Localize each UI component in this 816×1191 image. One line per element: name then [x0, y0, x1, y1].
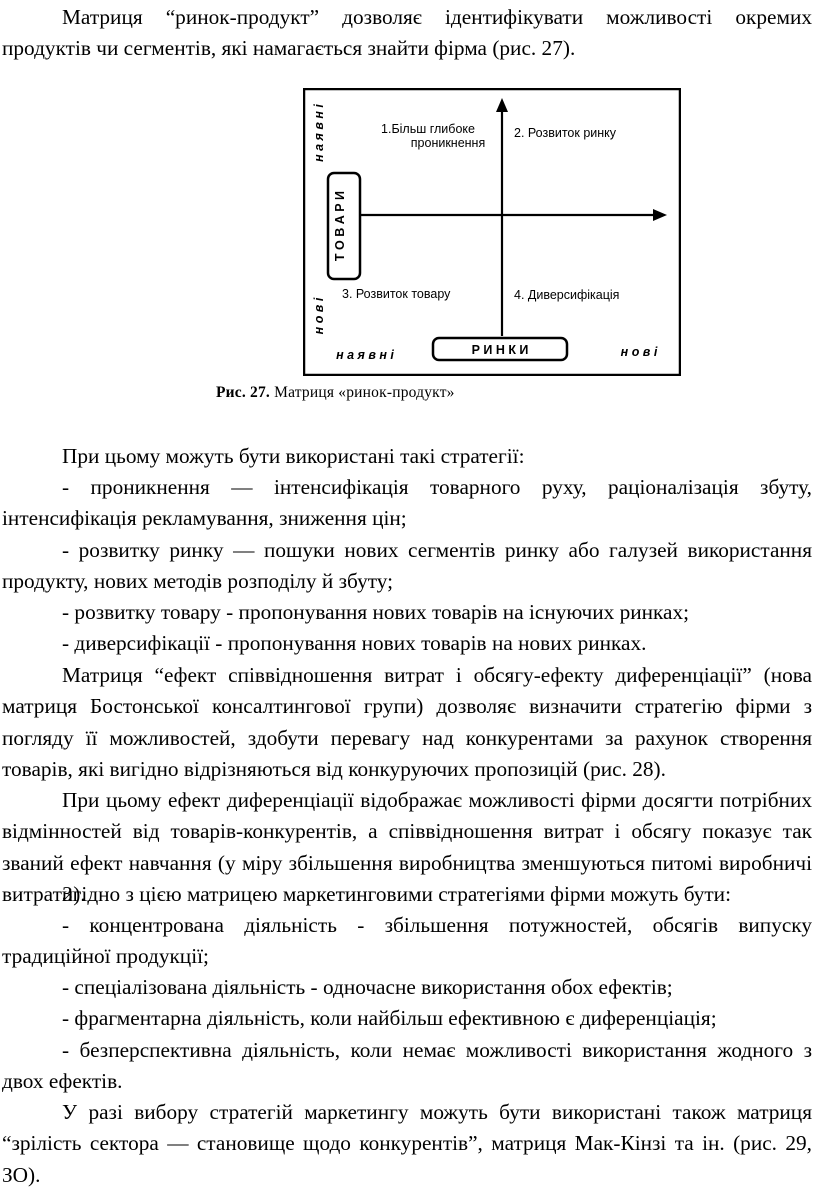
- differentiation-effect-paragraph: При цьому ефект диференціації відображає можливості фірми досягти потрібних відмінностей від товарів-конкурентів, а співвідношення витрат і обсягу показує так званий ефект навчання (у міру збільшення виробництва зменшуються питомі виробничі витрати).: [2, 788, 812, 906]
- strategy2-item-specialized: - спеціалізована діяльність - одночасне використання обох ефектів;: [62, 975, 673, 999]
- closing-paragraph: У разі вибору стратегій маркетингу можуть бути використані також матриця “зрілість сектора — становище щодо конкурентів”, матриця Мак-Кінзі та ін. (рис. 29, ЗО).: [2, 1100, 812, 1187]
- strategy-item-diversification: - диверсифікації - пропонування нових товарів на нових ринках.: [62, 631, 647, 655]
- y-axis-top-label: н а я в н і: [312, 104, 326, 162]
- quadrant-2-label: 2. Розвиток ринку: [514, 126, 617, 140]
- quadrant-3-label: 3. Розвиток товару: [342, 287, 451, 301]
- y-axis-title: Т О В А Р И: [333, 190, 347, 262]
- strategy-item-market-development: - розвитку ринку — пошуки нових сегментів ринку або галузей використання продукту, нових методів розподілу й збуту;: [2, 538, 812, 594]
- figure-caption-number: Рис. 27.: [216, 384, 271, 401]
- y-axis-bottom-label: н о в і: [312, 297, 326, 335]
- figure-caption: [216, 384, 455, 402]
- x-axis-right-label: н о в і: [620, 345, 658, 359]
- strategy-item-product-development: - розвитку товару - пропонування нових товарів на існуючих ринках;: [62, 600, 690, 624]
- strategies2-intro: Згідно з цією матрицею маркетинговими стратегіями фірми можуть бути:: [62, 882, 732, 906]
- quadrant-1-label-line2: проникнення: [410, 136, 486, 150]
- strategy2-item-hopeless: - безперспективна діяльність, коли немає можливості використання жодного з двох ефектів.: [2, 1038, 812, 1094]
- vertical-axis-arrowhead: [496, 98, 508, 112]
- strategy2-item-concentrated: - концентрована діяльність - збільшення потужностей, обсягів випуску традиційної продукції;: [2, 913, 812, 969]
- x-axis-title: Р И Н К И: [471, 343, 529, 357]
- intro-paragraph: Матриця “ринок-продукт” дозволяє ідентифікувати можливості окремих продуктів чи сегментів, які намагається знайти фірма (рис. 27).: [2, 5, 812, 61]
- figure-caption-title: Матриця «ринок-продукт»: [274, 384, 455, 401]
- x-axis-left-label: н а я в н і: [336, 348, 394, 362]
- horizontal-axis-arrowhead: [653, 209, 667, 221]
- product-market-matrix-figure: [303, 88, 681, 376]
- strategies-intro: При цьому можуть бути використані такі стратегії:: [62, 444, 525, 468]
- bcg-matrix-paragraph: Матриця “ефект співвідношення витрат і обсягу-ефекту диференціації” (нова матриця Бостонської консалтингової групи) дозволяє визначити стратегію фірми з погляду її можливостей, здобути перевагу над конкурентами за рахунок створення товарів, які вигідно відрізняються від конкуруючих пропозицій (рис. 28).: [2, 663, 812, 781]
- quadrant-4-label: 4. Диверсифікація: [514, 288, 620, 302]
- quadrant-1-label-line1: 1.Більш глибоке: [381, 122, 475, 136]
- strategy2-item-fragmented: - фрагментарна діяльність, коли найбільш ефективною є диференціація;: [62, 1006, 717, 1030]
- strategy-item-penetration: - проникнення — інтенсифікація товарного руху, раціоналізація збуту, інтенсифікація рекламування, зниження цін;: [2, 475, 812, 531]
